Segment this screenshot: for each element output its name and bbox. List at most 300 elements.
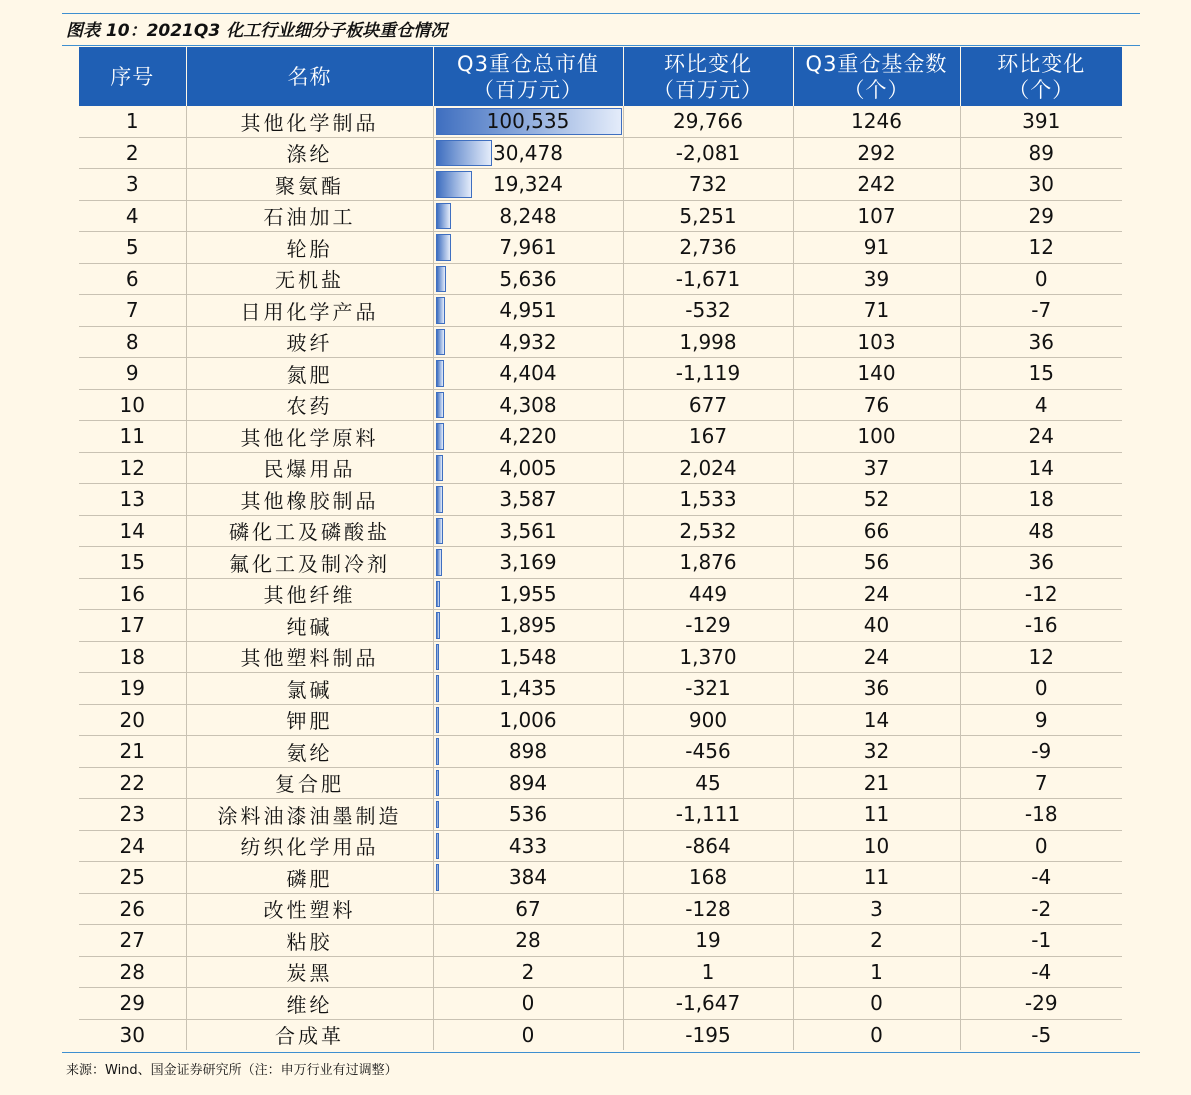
value-bar [436,801,439,828]
cell-fund-count-text: 11 [863,802,890,827]
cell-market-value-text: 67 [515,896,541,921]
cell-market-value [433,830,623,862]
holdings-table [79,47,1122,1050]
cell-value-change-text: 900 [688,707,728,732]
cell-no-text: 1 [125,109,139,134]
header-name: 名称 [186,47,433,106]
cell-no [79,452,186,484]
cell-no-text: 3 [125,172,139,197]
cell-market-value-text: 1,548 [499,644,557,669]
cell-name-text: 日用化学产品 [240,299,379,324]
cell-value-change-text: -1,111 [675,802,741,827]
cell-fund-count [793,673,960,705]
cell-fund-change [960,263,1122,295]
cell-no [79,925,186,957]
cell-name [186,736,433,768]
cell-fund-count-text: 1246 [851,109,902,134]
cell-fund-count [793,578,960,610]
cell-fund-count [793,200,960,232]
cell-fund-count [793,641,960,673]
cell-fund-count-text: 71 [863,298,890,323]
cell-no [79,295,186,327]
cell-fund-count-text: 39 [863,266,890,291]
cell-name-text: 无机盐 [275,268,344,293]
cell-fund-count-text: 66 [863,518,890,543]
cell-name-text: 其他化学原料 [240,425,379,450]
cell-name [186,421,433,453]
cell-name-text: 复合肥 [275,772,344,797]
cell-fund-change [960,232,1122,264]
cell-fund-count [793,358,960,390]
cell-no [79,736,186,768]
table-row [79,421,1122,453]
cell-market-value-text: 1,895 [499,613,557,638]
cell-market-value-text: 5,636 [499,266,557,291]
cell-value-change-text: 1 [701,959,715,984]
cell-market-value [433,200,623,232]
cell-market-value-text: 894 [508,770,548,795]
cell-market-value [433,547,623,579]
cell-no-text: 12 [119,455,145,480]
cell-no [79,1019,186,1050]
cell-market-value-text: 7,961 [499,235,557,260]
cell-value-change-text: 29,766 [673,109,743,134]
cell-value-change-text: 677 [688,392,728,417]
value-bar [436,423,444,450]
cell-name-text: 氟化工及制冷剂 [229,551,390,576]
cell-market-value-text: 28 [515,928,541,953]
cell-fund-change [960,988,1122,1020]
cell-no [79,799,186,831]
table-row [79,295,1122,327]
cell-name-text: 其他纤维 [263,583,356,608]
table-row [79,137,1122,169]
cell-fund-change-text: -5 [1031,1022,1052,1047]
cell-fund-count [793,326,960,358]
cell-fund-change-text: -4 [1031,959,1052,984]
cell-no-text: 7 [125,298,139,323]
cell-market-value [433,326,623,358]
cell-fund-count-text: 14 [863,707,890,732]
cell-fund-change-text: 29 [1028,203,1054,228]
table-row [79,830,1122,862]
header-value-change: 环比变化 （百万元） [623,47,793,106]
cell-market-value-text: 30,478 [493,140,563,165]
cell-name-text: 其他化学制品 [240,110,379,135]
cell-no-text: 14 [119,518,145,543]
cell-fund-count-text: 11 [863,865,890,890]
cell-name-text: 涤纶 [286,142,333,167]
cell-fund-change [960,484,1122,516]
bottom-rule [62,1052,1140,1053]
cell-fund-count-text: 21 [863,770,890,795]
cell-fund-change [960,641,1122,673]
cell-name [186,610,433,642]
cell-no [79,106,186,137]
header-fund-count: Q3重仓基金数 （个） [793,47,960,106]
cell-no-text: 9 [125,361,139,386]
table-body [79,106,1122,1050]
cell-fund-count-text: 91 [863,235,890,260]
cell-market-value-text: 0 [521,1022,535,1047]
cell-market-value [433,736,623,768]
cell-no [79,358,186,390]
source-note: 来源：Wind、国金证券研究所（注：申万行业有过调整） [66,1063,398,1078]
cell-value-change-text: 45 [695,770,721,795]
cell-fund-change [960,893,1122,925]
cell-fund-change [960,389,1122,421]
cell-fund-change-text: -4 [1031,865,1052,890]
cell-name-text: 其他橡胶制品 [240,488,379,513]
cell-name [186,704,433,736]
cell-name-text: 农药 [286,394,333,419]
cell-market-value [433,988,623,1020]
cell-no-text: 5 [125,235,139,260]
cell-value-change [623,547,793,579]
table-row [79,200,1122,232]
cell-fund-count-text: 10 [863,833,890,858]
cell-no-text: 27 [119,928,145,953]
cell-no-text: 10 [119,392,145,417]
cell-fund-count [793,767,960,799]
cell-value-change [623,484,793,516]
cell-fund-change-text: 0 [1034,676,1048,701]
cell-value-change [623,169,793,201]
cell-fund-change [960,578,1122,610]
cell-fund-change [960,326,1122,358]
cell-no [79,830,186,862]
value-bar [436,329,445,356]
table-row [79,736,1122,768]
cell-value-change-text: 449 [688,581,728,606]
cell-value-change [623,1019,793,1050]
cell-market-value [433,610,623,642]
cell-name-text: 纯碱 [286,614,333,639]
cell-fund-count-text: 140 [857,361,896,386]
cell-fund-count-text: 1 [870,959,883,984]
cell-no-text: 25 [119,865,145,890]
cell-name [186,515,433,547]
cell-fund-change-text: 12 [1028,235,1054,260]
value-bar [436,707,439,734]
cell-market-value-text: 1,435 [499,676,557,701]
value-bar [436,833,439,860]
cell-fund-change-text: -9 [1031,739,1052,764]
cell-fund-count [793,484,960,516]
cell-market-value [433,358,623,390]
cell-market-value [433,641,623,673]
cell-fund-count [793,232,960,264]
cell-fund-count-text: 40 [863,613,890,638]
cell-name-text: 石油加工 [263,205,356,230]
cell-name [186,893,433,925]
cell-name [186,484,433,516]
cell-value-change-text: -2,081 [675,140,741,165]
cell-no [79,956,186,988]
cell-market-value [433,956,623,988]
table-row [79,484,1122,516]
cell-no-text: 22 [119,770,145,795]
top-rule [62,45,1140,46]
cell-value-change-text: 2,736 [679,235,737,260]
cell-fund-change [960,830,1122,862]
table-row [79,988,1122,1020]
cell-no [79,484,186,516]
cell-fund-change-text: 18 [1028,487,1054,512]
cell-market-value-text: 4,220 [499,424,557,449]
cell-value-change-text: -321 [685,676,731,701]
cell-fund-change [960,673,1122,705]
cell-market-value-text: 8,248 [499,203,557,228]
cell-value-change-text: -532 [685,298,731,323]
cell-no [79,169,186,201]
cell-value-change-text: -1,119 [675,361,741,386]
cell-value-change [623,326,793,358]
cell-value-change-text: 167 [688,424,728,449]
cell-no [79,326,186,358]
cell-market-value-text: 4,005 [499,455,557,480]
cell-market-value [433,263,623,295]
cell-value-change [623,452,793,484]
cell-fund-change-text: 4 [1034,392,1048,417]
table-row [79,893,1122,925]
cell-no-text: 2 [125,140,139,165]
cell-market-value [433,484,623,516]
header-fund-change: 环比变化 （个） [960,47,1122,106]
cell-name [186,641,433,673]
cell-fund-count [793,169,960,201]
cell-name [186,956,433,988]
cell-name-text: 涂料油漆油墨制造 [217,803,402,828]
cell-fund-count [793,862,960,894]
cell-name [186,232,433,264]
cell-market-value [433,421,623,453]
cell-fund-count [793,610,960,642]
table-row [79,578,1122,610]
cell-fund-change-text: 0 [1034,266,1048,291]
cell-fund-change-text: 12 [1028,644,1054,669]
cell-fund-change-text: 24 [1028,424,1054,449]
table-row [79,925,1122,957]
cell-fund-count-text: 24 [863,644,890,669]
cell-value-change [623,704,793,736]
cell-fund-count [793,547,960,579]
cell-fund-count-text: 0 [870,991,883,1016]
cell-name-text: 炭黑 [286,961,333,986]
table-row [79,799,1122,831]
cell-name-text: 钾肥 [286,709,333,734]
cell-fund-change [960,704,1122,736]
value-bar [436,644,439,671]
cell-fund-change [960,862,1122,894]
cell-fund-count [793,956,960,988]
cell-market-value-text: 4,951 [499,298,557,323]
cell-fund-change-text: 36 [1028,550,1054,575]
table-row [79,515,1122,547]
value-bar [436,675,439,702]
cell-fund-count [793,704,960,736]
cell-value-change [623,767,793,799]
top-rule-upper [62,13,1140,14]
cell-fund-count [793,421,960,453]
value-bar [436,297,445,324]
figure-caption: 图表 10：2021Q3 化工行业细分子板块重仓情况 [66,21,448,41]
header-market-value: Q3重仓总市值 （百万元） [433,47,623,106]
cell-no-text: 29 [119,991,145,1016]
cell-market-value [433,578,623,610]
cell-fund-change [960,1019,1122,1050]
cell-market-value [433,893,623,925]
cell-name [186,925,433,957]
cell-no [79,673,186,705]
cell-name-text: 氯碱 [286,677,333,702]
value-bar [436,203,451,230]
value-bar [436,486,443,513]
cell-no [79,988,186,1020]
cell-market-value-text: 1,955 [499,581,557,606]
cell-fund-change-text: -12 [1024,581,1058,606]
cell-fund-change-text: 7 [1034,770,1048,795]
cell-name-text: 粘胶 [286,929,333,954]
cell-fund-change [960,515,1122,547]
cell-value-change-text: 1,533 [679,487,737,512]
cell-name [186,137,433,169]
value-bar [436,864,439,891]
cell-name [186,200,433,232]
cell-market-value-text: 1,006 [499,707,557,732]
cell-no-text: 18 [119,644,145,669]
cell-fund-change-text: 9 [1034,707,1048,732]
cell-fund-count [793,263,960,295]
cell-fund-change-text: -7 [1031,298,1052,323]
table-row [79,389,1122,421]
cell-fund-change [960,799,1122,831]
cell-value-change-text: -456 [685,739,731,764]
cell-market-value [433,137,623,169]
cell-value-change [623,641,793,673]
cell-name [186,862,433,894]
cell-market-value-text: 4,932 [499,329,557,354]
cell-name [186,547,433,579]
cell-name [186,452,433,484]
cell-name-text: 民爆用品 [263,457,356,482]
cell-name [186,1019,433,1050]
table-row [79,610,1122,642]
cell-no [79,578,186,610]
cell-fund-change-text: -1 [1031,928,1052,953]
cell-market-value-text: 384 [508,865,548,890]
cell-fund-count-text: 52 [863,487,890,512]
cell-fund-count-text: 100 [857,424,896,449]
cell-fund-count [793,893,960,925]
cell-market-value [433,232,623,264]
table-row [79,704,1122,736]
cell-fund-count [793,137,960,169]
cell-name-text: 维纶 [286,992,333,1017]
cell-no [79,641,186,673]
cell-no-text: 15 [119,550,145,575]
cell-value-change-text: -1,671 [675,266,741,291]
cell-market-value [433,1019,623,1050]
cell-no [79,547,186,579]
cell-value-change [623,200,793,232]
table-row [79,862,1122,894]
cell-fund-count [793,295,960,327]
cell-fund-count [793,988,960,1020]
cell-name [186,358,433,390]
table-row [79,263,1122,295]
cell-value-change [623,799,793,831]
cell-name-text: 纺织化学用品 [240,835,379,860]
cell-name [186,830,433,862]
cell-name-text: 聚氨酯 [275,173,344,198]
cell-no [79,421,186,453]
cell-value-change-text: -195 [685,1022,731,1047]
cell-no [79,263,186,295]
table-row [79,326,1122,358]
cell-fund-change [960,358,1122,390]
cell-market-value [433,862,623,894]
cell-no [79,389,186,421]
cell-no-text: 13 [119,487,145,512]
cell-value-change-text: 168 [688,865,728,890]
cell-fund-change [960,956,1122,988]
value-bar [436,266,446,293]
cell-value-change [623,295,793,327]
cell-fund-change [960,736,1122,768]
value-bar [436,518,443,545]
cell-no-text: 20 [119,707,145,732]
header-row [79,47,1122,106]
cell-fund-count [793,106,960,137]
cell-market-value-text: 3,561 [499,518,557,543]
value-bar [436,549,442,576]
value-bar [436,581,440,608]
cell-no-text: 8 [125,329,139,354]
cell-value-change-text: 1,998 [679,329,737,354]
cell-value-change-text: 732 [688,172,728,197]
cell-value-change [623,232,793,264]
cell-no [79,200,186,232]
cell-market-value [433,673,623,705]
cell-name [186,767,433,799]
cell-fund-change [960,452,1122,484]
cell-name [186,295,433,327]
cell-name-text: 氨纶 [286,740,333,765]
cell-fund-change-text: 15 [1028,361,1054,386]
cell-fund-change [960,421,1122,453]
value-bar [436,455,443,482]
cell-name [186,263,433,295]
cell-market-value-text: 898 [508,739,548,764]
cell-fund-change-text: 14 [1028,455,1054,480]
cell-fund-count [793,389,960,421]
cell-fund-change-text: -2 [1031,896,1052,921]
cell-market-value-text: 3,587 [499,487,557,512]
cell-value-change [623,106,793,137]
cell-value-change-text: 1,876 [679,550,737,575]
cell-value-change [623,421,793,453]
cell-name-text: 磷化工及磷酸盐 [229,520,390,545]
table-row [79,169,1122,201]
cell-value-change-text: 1,370 [679,644,737,669]
cell-fund-count-text: 3 [870,896,883,921]
cell-value-change-text: 2,024 [679,455,737,480]
cell-no [79,862,186,894]
cell-fund-count [793,515,960,547]
cell-market-value-text: 100,535 [486,109,570,134]
cell-value-change [623,263,793,295]
